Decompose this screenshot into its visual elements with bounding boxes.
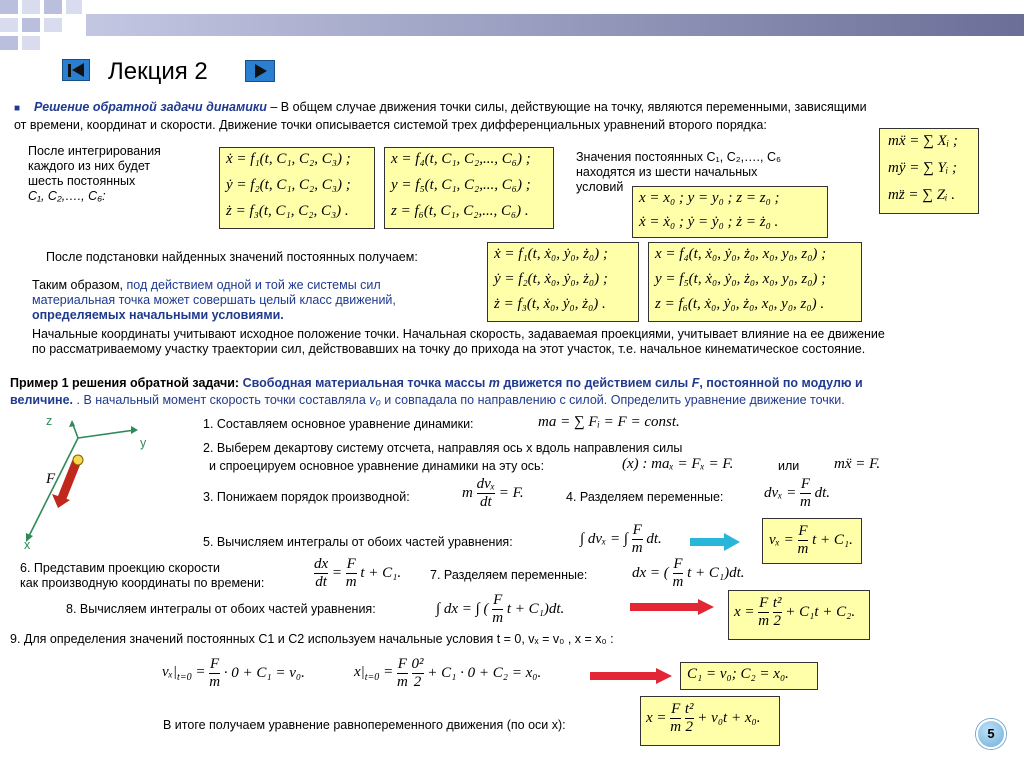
- intro-line-1: ■ Решение обратной задачи динамики – В общем случае движения точки силы, действующие на точку, являются переменными, зависящими: [14, 100, 867, 114]
- step-2-equation-1: (x) : maₓ = Fₓ = F.: [622, 456, 734, 472]
- position-equations-box: x = f₄(t, C₁, C₂,..., C₆) ; y = f₅(t, C₁, C₂,..., C₆) ; z = f₆(t, C₁, C₂,..., C₆) .: [384, 147, 554, 229]
- condition-velocity-equation: $v_x|_{t=0}$ = $\frac{F}{m}$ · 0 + C₁ = v₀.: [162, 656, 305, 690]
- arrow-icon: [590, 668, 672, 684]
- condition-position-equation: $x|_{t=0}$ = $\frac{F}{m}$ $\frac{\text{0²}}{2}$ + C₁ · 0 + C₂ = x₀.: [354, 656, 542, 690]
- slide-title: Лекция 2: [108, 58, 208, 85]
- step-7: 7. Разделяем переменные:: [430, 568, 588, 582]
- step-2-equation-2: mẍ = F.: [834, 456, 881, 472]
- after-integration-text: После интегрирования каждого из них будет шесть постоянных C₁, C₂,…., C₆:: [28, 144, 161, 203]
- initial-conditions-box: x = x₀ ; y = y₀ ; z = z₀ ; ẋ = ẋ₀ ; ẏ = ẏ₀ ; ż = ż₀ .: [632, 186, 828, 238]
- final-result-box: x = $\frac{F}{m}$ $\frac{\text{t²}}{2}$ + v₀t + x₀.: [640, 696, 780, 746]
- newton-equations-box: mẍ = ∑ Xᵢ ; mÿ = ∑ Yᵢ ; mz̈ = ∑ Zᵢ .: [879, 128, 979, 214]
- header-decoration: [0, 0, 1024, 50]
- step-8: 8. Вычисляем интегралы от обоих частей уравнения:: [66, 602, 376, 616]
- axis-y-label: y: [140, 436, 147, 450]
- after-substitution-text: После подстановки найденных значений постоянных получаем:: [46, 250, 418, 264]
- position-substituted-box: x = f₄(t, ẋ₀, ẏ₀, ż₀, x₀, y₀, z₀) ; y = f₅(t, ẋ₀, ẏ₀, ż₀, x₀, y₀, z₀) ; z = f₆(t, ẋ₀, ẏ₀, ż₀, x₀, y₀, z₀) .: [648, 242, 862, 322]
- velocity-equations-box: ẋ = f₁(t, C₁, C₂, C₃) ; ẏ = f₂(t, C₁, C₂, C₃) ; ż = f₃(t, C₁, C₂, C₃) .: [219, 147, 375, 229]
- step-7-equation: dx = ( $\frac{F}{m}$ t + C₁)dt.: [632, 556, 745, 590]
- arrow-icon: [690, 533, 740, 551]
- step-3: 3. Понижаем порядок производной:: [203, 490, 410, 504]
- step-9: 9. Для определения значений постоянных C1 и C2 используем начальные условия t = 0, vₓ = v₀ , x = x₀ :: [10, 632, 614, 646]
- constants-note: Значения постоянных C₁, C₂,…., C₆ находятся из шести начальных условий: [576, 150, 782, 194]
- axes-diagram: [20, 410, 170, 560]
- next-slide-button[interactable]: [245, 60, 275, 82]
- step-4-equation: dvₓ = $\frac{F}{m}$ dt.: [764, 476, 831, 510]
- force-label: F: [46, 471, 56, 487]
- step-2-or: или: [778, 459, 800, 473]
- step-4: 4. Разделяем переменные:: [566, 490, 724, 504]
- prev-slide-button[interactable]: [62, 59, 90, 81]
- arrow-icon: [630, 599, 714, 615]
- intro-line-2: от времени, координат и скорости. Движение точки описывается системой трех дифференциальных уравнений второго порядка:: [14, 118, 767, 132]
- step-1: 1. Составляем основное уравнение динамики:: [203, 417, 474, 431]
- thus-paragraph: Таким образом, под действием одной и той же системы сил материальная точка может совершать целый класс движений, определяемых начальными условиями.: [32, 278, 396, 322]
- page-number-badge: [976, 719, 1006, 749]
- step-5-equation: ∫ dvₓ = ∫ $\frac{F}{m}$ dt.: [580, 522, 662, 556]
- step-2b: и спроецируем основное уравнение динамики на эту ось:: [209, 459, 545, 473]
- intro-bold-title: Решение обратной задачи динамики: [34, 100, 267, 114]
- step-6: 6. Представим проекцию скорости как производную координаты по времени:: [20, 561, 265, 590]
- example-header-line-2: величине. . В начальный момент скорость точки составляла v₀ и совпадала по направлению с силой. Определить уравнение движение точки.: [10, 393, 845, 407]
- constants-result-box: C₁ = v₀; C₂ = x₀.: [680, 662, 818, 690]
- example-header-line-1: Пример 1 решения обратной задачи: Свободная материальная точка массы m движется по действием силы F, постоянной по модулю и: [10, 376, 863, 390]
- velocity-substituted-box: ẋ = f₁(t, ẋ₀, ẏ₀, ż₀) ; ẏ = f₂(t, ẋ₀, ẏ₀, ż₀) ; ż = f₃(t, ẋ₀, ẏ₀, ż₀) .: [487, 242, 639, 322]
- result-velocity-box: vₓ = $\frac{F}{m}$ t + C₁.: [762, 518, 862, 564]
- axis-z-label: z: [46, 414, 53, 428]
- step-1-equation: ma = ∑ Fᵢ = F = const.: [538, 414, 680, 430]
- final-text: В итоге получаем уравнение равнопеременного движения (по оси x):: [163, 718, 566, 732]
- step-8-equation: ∫ dx = ∫ ( $\frac{F}{m}$ t + C₁)dt.: [436, 592, 565, 626]
- page-number: 5: [987, 726, 995, 741]
- step-5: 5. Вычисляем интегралы от обоих частей уравнения:: [203, 535, 513, 549]
- initial-conditions-paragraph: Начальные координаты учитывают исходное положение точки. Начальная скорость, задаваемая проекциями, учитывает влияние на ее движение по рассматриваемому участку траектории сил, действовавших на точку до прихода на этот участок, т.е. начальное кинематическое состояние.: [32, 327, 885, 356]
- result-position-box: x = $\frac{F}{m}$ $\frac{\text{t²}}{2}$ + C₁t + C₂.: [728, 590, 870, 640]
- step-6-equation: $\frac{dx}{dt}$ = $\frac{F}{m}$ t + C₁.: [314, 556, 402, 590]
- step-2a: 2. Выберем декартову систему отсчета, направляя ось x вдоль направления силы: [203, 441, 683, 455]
- axis-x-label: x: [24, 538, 31, 552]
- bullet-icon: ■: [14, 103, 21, 114]
- step-3-equation: m dvₓ dt = F.: [462, 476, 524, 510]
